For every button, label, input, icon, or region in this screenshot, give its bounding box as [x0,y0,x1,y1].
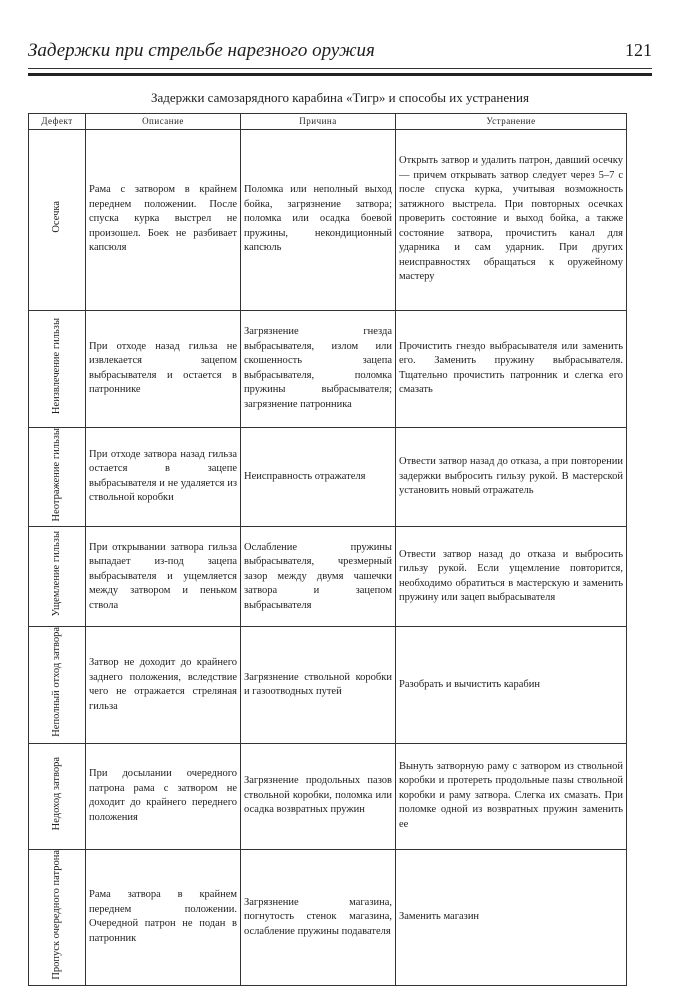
table-row [29,310,627,427]
remedy-cell: Разобрать и вычистить карабин [396,627,627,743]
page-number: 121 [625,40,652,60]
cause-cell: Загрязнение продольных пазов ствольной коробки, поломка или осадка возвратных пружин [241,743,396,849]
description-cell: Затвор не доходит до крайнего заднего положения, вследствие чего не отражается стреляная гильза [86,627,241,743]
description-cell: При открывании затвора гильза выпадает из-под зацепа выбрасывателя и ущемляется между затвором и пеньком ствола [86,527,241,627]
description-cell: При отходе затвора назад гильза остается в зацепе выбрасывателя и не удаляется из ствольной коробки [86,427,241,527]
table-row [29,527,627,627]
cause-cell: Неисправность отражателя [241,427,396,527]
faults-table [28,113,627,986]
remedy-cell: Отвести затвор назад до отказа, а при повторении задержки выбросить гильзу рукой. В мастерской установить новый отражатель [396,427,627,527]
header-rule-thick [28,73,652,76]
defect-label: Ущемление гильзы [51,531,62,617]
cause-cell: Загрязнение гнезда выбрасывателя, излом или скошенность зацепа выбрасывателя, поломка пружины выбрасывателя; загрязнение патронника [241,310,396,427]
running-head: Задержки при стрельбе нарезного оружия [28,40,375,61]
table-row [29,849,627,985]
defect-label: Неполный отход затвора [51,627,62,738]
cause-cell: Поломка или неполный выход бойка, загрязнение затвора; поломка или осадка боевой пружины, некондиционный капсюль [241,129,396,310]
remedy-cell: Отвести затвор назад до отказа и выбросить гильзу рукой. Если ущемление повторится, необходимо обратиться в мастерскую и заменить пружину или зацеп выбрасывателя [396,527,627,627]
defect-label: Недоход затвора [51,756,62,831]
defect-cell [29,527,86,627]
remedy-cell: Вынуть затворную раму с затвором из ствольной коробки и протереть продольные пазы ствольной коробки и раму затвора. Слегка их смазать. При поломке одной из возвратных пружин заменить ее [396,743,627,849]
header-description: Описание [86,114,241,130]
defect-cell [29,427,86,527]
defect-label: Пропуск очередного патрона [51,849,62,980]
header-remedy: Устранение [396,114,627,130]
defect-label: Неизвлечение гильзы [51,317,62,414]
table-header-row [29,114,627,130]
description-cell: Рама затвора в крайнем переднем положении. Очередной патрон не подан в патронник [86,849,241,985]
header-rule-thin [28,68,652,69]
cause-cell: Ослабление пружины выбрасывателя, чрезмерный зазор между двумя чашечки затвора и зацепом выбрасывателя [241,527,396,627]
header-cause: Причина [241,114,396,130]
table-row [29,627,627,743]
cause-cell: Загрязнение магазина, погнутость стенок магазина, ослабление пружины подавателя [241,849,396,985]
defect-cell [29,849,86,985]
description-cell: Рама с затвором в крайнем переднем положении. После спуска курка выстрел не произошел. Боек не разбивает капсюля [86,129,241,310]
description-cell: При отходе назад гильза не извлекается зацепом выбрасывателя и остается в патроннике [86,310,241,427]
table-row [29,427,627,527]
table-caption: Задержки самозарядного карабина «Тигр» и способы их устранения [150,90,529,105]
table-row [29,129,627,310]
description-cell: При досылании очередного патрона рама с затвором не доходит до крайнего переднего положения [86,743,241,849]
defect-label: Неотражение гильзы [51,427,62,521]
remedy-cell: Открыть затвор и удалить патрон, давший осечку — причем открывать затвор следует через 5–7 с после спуска курка, учитывая возможность затяжного выстрела. При повторных осечках проверить состояние и выход бойка, а также состояние затвора, прочистить канал для ударника и сам ударник. При других неисправностях обращаться к оружейному мастеру [396,129,627,310]
defect-cell [29,627,86,743]
remedy-cell: Заменить магазин [396,849,627,985]
remedy-cell: Прочистить гнездо выбрасывателя или заменить его. Заменить пружину выбрасывателя. Тщательно прочистить патронник и слегка его смазать [396,310,627,427]
defect-cell [29,310,86,427]
defect-label: Осечка [51,200,62,233]
cause-cell: Загрязнение ствольной коробки и газоотводных путей [241,627,396,743]
header-defect: Дефект [29,114,86,130]
defect-cell [29,743,86,849]
table-row [29,743,627,849]
defect-cell [29,129,86,310]
